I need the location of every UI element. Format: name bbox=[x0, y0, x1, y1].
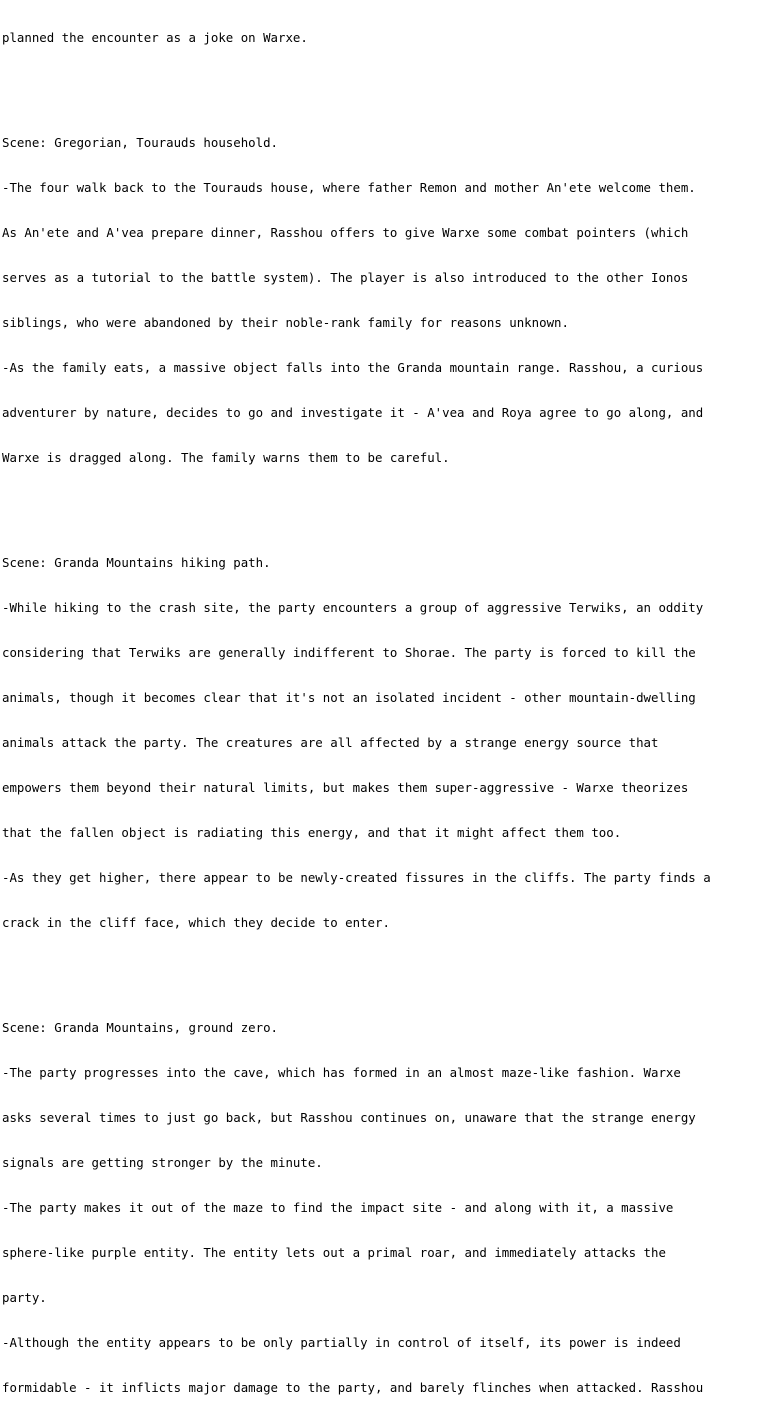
scene3-line-3: signals are getting stronger by the minute. bbox=[2, 1155, 323, 1170]
scene2-line-2: considering that Terwiks are generally indifferent to Shorae. The party is forced to kill the bbox=[2, 645, 696, 660]
scene2-line-3: animals, though it becomes clear that it's not an isolated incident - other mountain-dwelling bbox=[2, 690, 696, 705]
scene1-line-1: -The four walk back to the Tourauds house, where father Remon and mother An'ete welcome them. bbox=[2, 180, 696, 195]
scene2-line-7: -As they get higher, there appear to be newly-created fissures in the cliffs. The party finds a bbox=[2, 870, 711, 885]
scene-heading-ground-zero: Scene: Granda Mountains, ground zero. bbox=[2, 1020, 279, 1035]
scene2-line-1: -While hiking to the crash site, the party encounters a group of aggressive Terwiks, an oddity bbox=[2, 600, 704, 615]
scene3-line-1: -The party progresses into the cave, which has formed in an almost maze-like fashion. Warxe bbox=[2, 1065, 681, 1080]
scene1-line-2: As An'ete and A'vea prepare dinner, Rasshou offers to give Warxe some combat pointers (which bbox=[2, 225, 689, 240]
scene1-line-7: Warxe is dragged along. The family warns them to be careful. bbox=[2, 450, 450, 465]
scene2-line-5: empowers them beyond their natural limits, but makes them super-aggressive - Warxe theorizes bbox=[2, 780, 689, 795]
scene1-line-5: -As the family eats, a massive object falls into the Granda mountain range. Rasshou, a curious bbox=[2, 360, 704, 375]
intro-line-1: planned the encounter as a joke on Warxe. bbox=[2, 30, 308, 45]
scene2-line-4: animals attack the party. The creatures are all affected by a strange energy source that bbox=[2, 735, 659, 750]
scene3-line-2: asks several times to just go back, but Rasshou continues on, unaware that the strange energy bbox=[2, 1110, 696, 1125]
scene3-line-4: -The party makes it out of the maze to find the impact site - and along with it, a massive bbox=[2, 1200, 674, 1215]
scene1-line-3: serves as a tutorial to the battle system). The player is also introduced to the other Ionos bbox=[2, 270, 689, 285]
document-text bbox=[2, 0, 764, 1410]
scene3-line-6: party. bbox=[2, 1290, 47, 1305]
blank-line bbox=[2, 495, 764, 510]
scene-heading-tourauds: Scene: Gregorian, Tourauds household. bbox=[2, 135, 279, 150]
scene2-line-6: that the fallen object is radiating this energy, and that it might affect them too. bbox=[2, 825, 622, 840]
scene2-line-8: crack in the cliff face, which they decide to enter. bbox=[2, 915, 390, 930]
scene3-line-8: formidable - it inflicts major damage to the party, and barely flinches when attacked. Rasshou bbox=[2, 1380, 704, 1395]
scene3-line-7: -Although the entity appears to be only partially in control of itself, its power is indeed bbox=[2, 1335, 681, 1350]
blank-line bbox=[2, 75, 764, 90]
scene1-line-4: siblings, who were abandoned by their noble-rank family for reasons unknown. bbox=[2, 315, 569, 330]
blank-line bbox=[2, 960, 764, 975]
scene3-line-5: sphere-like purple entity. The entity lets out a primal roar, and immediately attacks the bbox=[2, 1245, 666, 1260]
scene1-line-6: adventurer by nature, decides to go and investigate it - A'vea and Roya agree to go along, and bbox=[2, 405, 704, 420]
scene-heading-hiking-path: Scene: Granda Mountains hiking path. bbox=[2, 555, 271, 570]
